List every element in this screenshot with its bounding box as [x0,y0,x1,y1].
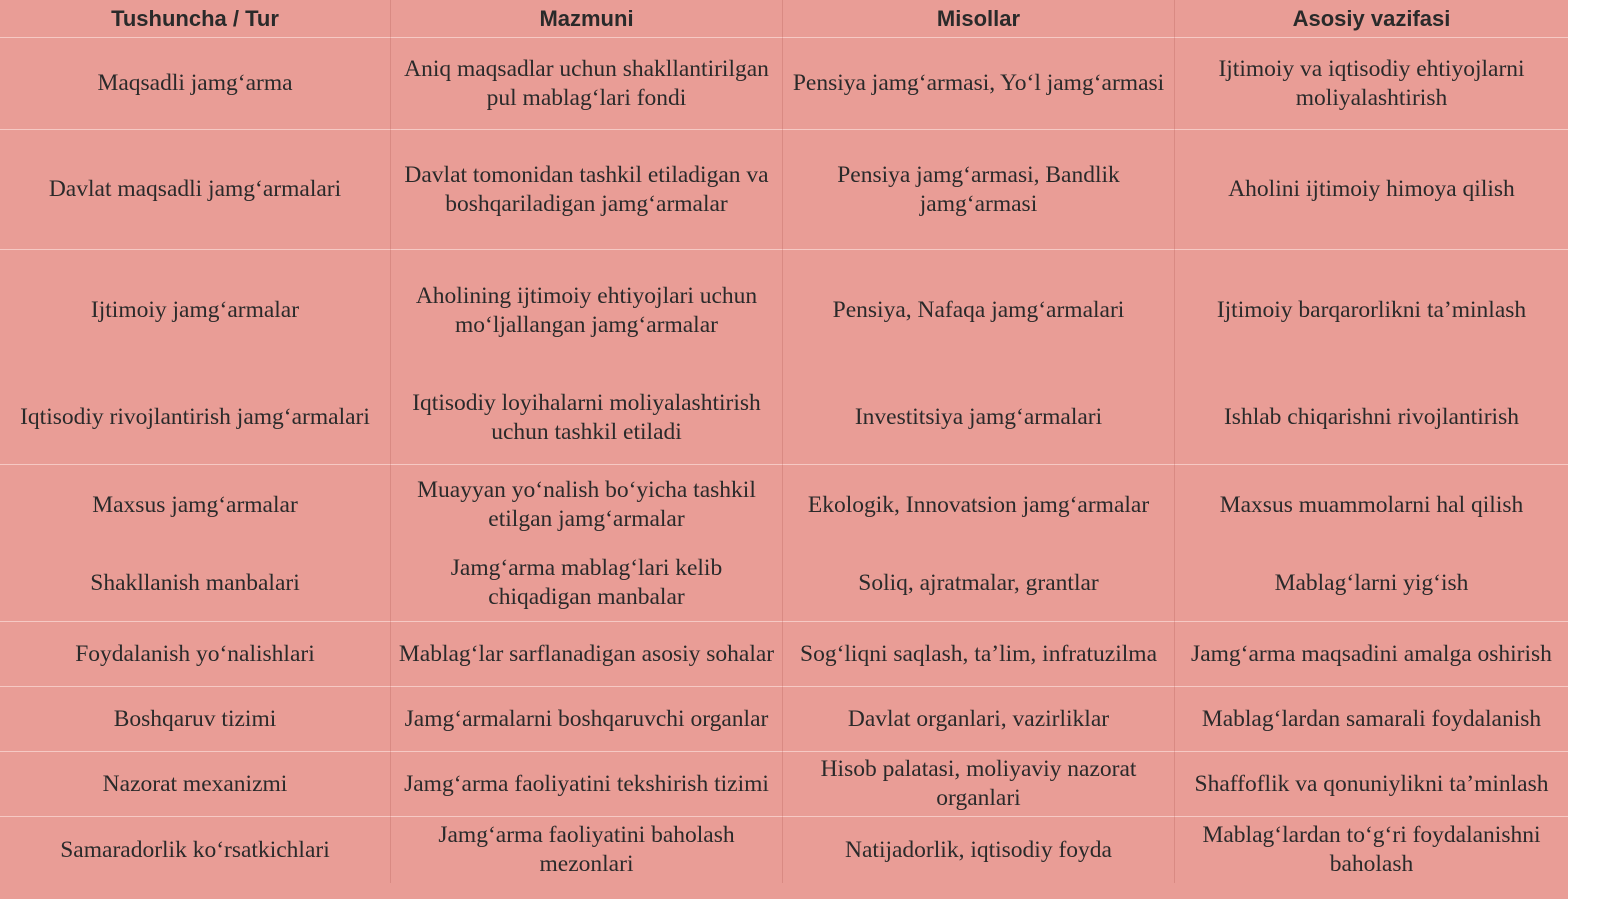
table-cell-examples: Hisob palatasi, moliyaviy nazorat organlari [783,752,1175,817]
table-cell-concept: Ijtimoiy jamg‘armalar [0,250,391,371]
table-cell-examples: Ekologik, Innovatsion jamg‘armalar [783,465,1175,545]
table-cell-examples: Davlat organlari, vazirliklar [783,687,1175,752]
table-cell-meaning: Jamg‘arma faoliyatini tekshirish tizimi [391,752,783,817]
table-cell-concept: Iqtisodiy rivojlantirish jamg‘armalari [0,371,391,465]
table-cell-examples: Natijadorlik, iqtisodiy foyda [783,817,1175,883]
table-cell-main-function: Ijtimoiy va iqtisodiy ehtiyojlarni moliyalashtirish [1175,38,1568,130]
table-cell-concept: Foydalanish yo‘nalishlari [0,622,391,687]
table-cell-concept: Davlat maqsadli jamg‘armalari [0,130,391,250]
table-cell-concept: Shakllanish manbalari [0,545,391,622]
table-cell-main-function: Aholini ijtimoiy himoya qilish [1175,130,1568,250]
table-cell-meaning: Jamg‘armalarni boshqaruvchi organlar [391,687,783,752]
table-cell-meaning: Mablag‘lar sarflanadigan asosiy sohalar [391,622,783,687]
table-cell-main-function: Mablag‘larni yig‘ish [1175,545,1568,622]
table-cell-main-function: Shaffoflik va qonuniylikni ta’minlash [1175,752,1568,817]
table-cell-examples: Soliq, ajratmalar, grantlar [783,545,1175,622]
table-cell-examples: Pensiya, Nafaqa jamg‘armalari [783,250,1175,371]
table-cell-examples: Sog‘liqni saqlash, ta’lim, infratuzilma [783,622,1175,687]
table-cell-main-function: Ishlab chiqarishni rivojlantirish [1175,371,1568,465]
table-cell-meaning: Aniq maqsadlar uchun shakllantirilgan pul mablag‘lari fondi [391,38,783,130]
table-cell-concept: Boshqaruv tizimi [0,687,391,752]
table-cell-concept: Maxsus jamg‘armalar [0,465,391,545]
table-cell-meaning: Iqtisodiy loyihalarni moliyalashtirish uchun tashkil etiladi [391,371,783,465]
table-cell-main-function: Ijtimoiy barqarorlikni ta’minlash [1216,297,1527,323]
table-cell-meaning: Davlat tomonidan tashkil etiladigan va boshqariladigan jamg‘armalar [391,130,783,250]
table-cell-main-function: Mablag‘lardan samarali foydalanish [1175,687,1568,752]
header-main-function: Asosiy vazifasi [1175,0,1568,38]
table-cell-meaning: Jamg‘arma faoliyatini baholash mezonlari [391,817,783,883]
table-cell-examples: Pensiya jamg‘armasi, Yo‘l jamg‘armasi [783,38,1175,130]
header-meaning: Mazmuni [391,0,783,38]
table-cell-meaning: Jamg‘arma mablag‘lari kelib chiqadigan manbalar [391,545,783,622]
table-cell-main-function: Maxsus muammolarni hal qilish [1219,491,1524,518]
table-cell-main-function: Mablag‘lardan to‘g‘ri foydalanishni baholash [1202,822,1541,877]
table-cell-meaning: Muayyan yo‘nalish bo‘yicha tashkil etilgan jamg‘armalar [391,465,783,545]
table-cell-main-function: Jamg‘arma maqsadini amalga oshirish [1175,622,1568,687]
table-cell-examples: Investitsiya jamg‘armalari [783,371,1175,465]
header-concept: Tushuncha / Tur [0,0,391,38]
table-cell-meaning: Aholining ijtimoiy ehtiyojlari uchun mo‘ljallangan jamg‘armalar [391,250,783,371]
header-examples: Misollar [783,0,1175,38]
table-cell-concept: Maqsadli jamg‘arma [0,38,391,130]
table-cell-concept: Samaradorlik ko‘rsatkichlari [0,817,391,883]
table-cell-examples: Pensiya jamg‘armasi, Bandlik jamg‘armasi [783,130,1175,250]
table-cell-concept: Nazorat mexanizmi [0,752,391,817]
